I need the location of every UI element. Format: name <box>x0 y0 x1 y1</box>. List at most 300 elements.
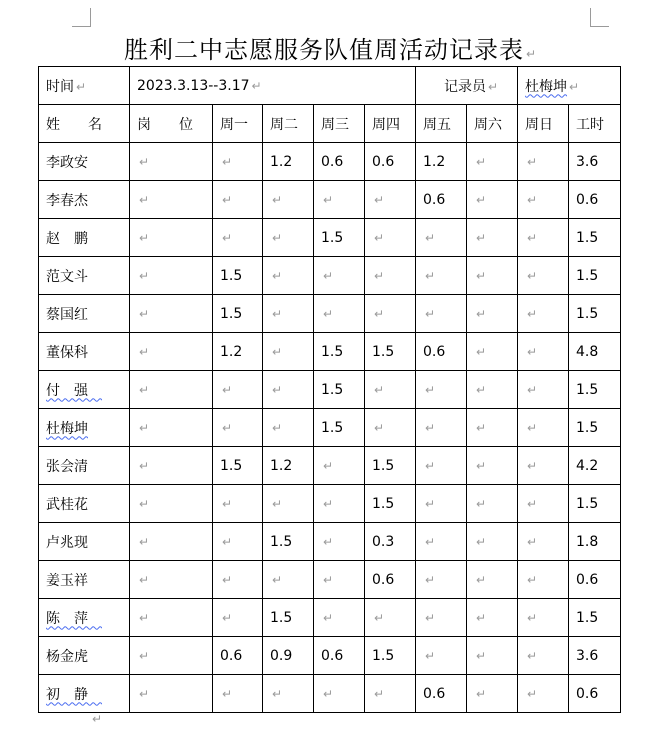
cell-mark: ↵ <box>139 686 150 701</box>
cell-mark: ↵ <box>222 496 233 511</box>
cell-value: 1.5 <box>220 305 243 322</box>
cell-d3[interactable] <box>314 333 365 371</box>
cell-post[interactable] <box>130 143 213 181</box>
cell-d7[interactable] <box>518 523 569 561</box>
cell-d2[interactable] <box>263 675 314 713</box>
cell-d6[interactable] <box>467 561 518 599</box>
cell-value: 0.6 <box>423 343 446 360</box>
cell-mark: ↵ <box>425 382 436 397</box>
cell-d7[interactable] <box>518 447 569 485</box>
cell-d3[interactable] <box>314 295 365 333</box>
cell-d2[interactable] <box>263 447 314 485</box>
column-header-row <box>39 105 621 143</box>
cell-value: 0.6 <box>423 685 446 702</box>
cell-d7[interactable] <box>518 409 569 447</box>
cell-mark: ↵ <box>527 268 538 283</box>
cell-d4[interactable] <box>365 447 416 485</box>
cell-mark: ↵ <box>476 344 487 359</box>
cell-value: 1.5 <box>372 495 395 512</box>
cell-value: 0.6 <box>321 153 344 170</box>
cell-d1[interactable] <box>213 333 263 371</box>
cell-mark: ↵ <box>139 230 150 245</box>
document-title <box>0 30 661 65</box>
cell-mark: ↵ <box>139 534 150 549</box>
cell-value: 1.5 <box>321 381 344 398</box>
cell-value: 1.5 <box>576 305 599 322</box>
cell-mark: ↵ <box>476 306 487 321</box>
table-row <box>39 561 621 599</box>
cell-value: 姜玉祥 <box>46 572 88 589</box>
cell-mark: ↵ <box>323 268 334 283</box>
cell-d7[interactable] <box>518 257 569 295</box>
cell-mark: ↵ <box>323 534 334 549</box>
cell-mark: ↵ <box>527 154 538 169</box>
cell-mark: ↵ <box>139 420 150 435</box>
cell-d3[interactable] <box>314 181 365 219</box>
cell-d2[interactable] <box>263 333 314 371</box>
cell-mark: ↵ <box>374 382 385 397</box>
cell-d7[interactable] <box>518 181 569 219</box>
cell-mark: ↵ <box>476 610 487 625</box>
cell-d2[interactable] <box>263 523 314 561</box>
cell-d5[interactable] <box>416 675 467 713</box>
cell-d5[interactable] <box>416 181 467 219</box>
cell-d3[interactable] <box>314 523 365 561</box>
paragraph-mark: ↵ <box>525 47 538 61</box>
cell-d2[interactable] <box>263 485 314 523</box>
cell-mark: ↵ <box>476 458 487 473</box>
cell-mark: ↵ <box>272 192 283 207</box>
cell-mark: ↵ <box>527 534 538 549</box>
cell-d2[interactable] <box>263 219 314 257</box>
cell-d5[interactable] <box>416 333 467 371</box>
cell-mark: ↵ <box>76 79 87 94</box>
cell-d2[interactable] <box>263 637 314 675</box>
cell-mark: ↵ <box>476 686 487 701</box>
cell-mark: ↵ <box>222 610 233 625</box>
cell-value: 张会清 <box>46 458 88 475</box>
cell-hours[interactable] <box>569 143 621 181</box>
cell-d5[interactable] <box>416 257 467 295</box>
cell-value: 1.5 <box>321 343 344 360</box>
cell-d6[interactable] <box>467 447 518 485</box>
cell-value: 1.5 <box>321 419 344 436</box>
cell-mark: ↵ <box>272 382 283 397</box>
cell-mark: ↵ <box>425 268 436 283</box>
cell-d1[interactable] <box>213 485 263 523</box>
cell-d3[interactable] <box>314 219 365 257</box>
cell-d4[interactable] <box>365 523 416 561</box>
crop-mark-top-left <box>72 8 91 27</box>
cell-value: 1.5 <box>372 647 395 664</box>
cell-mark: ↵ <box>476 420 487 435</box>
cell-d4[interactable] <box>365 257 416 295</box>
cell-d4[interactable] <box>365 675 416 713</box>
column-header-label: 周五 <box>423 116 452 133</box>
cell-d6[interactable] <box>467 333 518 371</box>
cell-d1[interactable] <box>213 181 263 219</box>
cell-d2[interactable] <box>263 295 314 333</box>
cell-d5[interactable] <box>416 561 467 599</box>
cell-mark: ↵ <box>527 610 538 625</box>
cell-value: 1.5 <box>576 609 599 626</box>
cell-hours[interactable] <box>569 181 621 219</box>
cell-d3[interactable] <box>314 675 365 713</box>
cell-mark: ↵ <box>323 572 334 587</box>
cell-hours[interactable] <box>569 675 621 713</box>
cell-value: 李春杰 <box>46 192 88 209</box>
cell-d6[interactable] <box>467 523 518 561</box>
cell-post[interactable] <box>130 447 213 485</box>
cell-value: 范文斗 <box>46 268 88 285</box>
cell-mark: ↵ <box>222 534 233 549</box>
time-label-cell[interactable] <box>39 67 130 105</box>
cell-d2[interactable] <box>263 257 314 295</box>
cell-d3[interactable] <box>314 599 365 637</box>
cell-d6[interactable] <box>467 485 518 523</box>
cell-d7[interactable] <box>518 371 569 409</box>
cell-post[interactable] <box>130 181 213 219</box>
cell-post[interactable] <box>130 523 213 561</box>
cell-d7[interactable] <box>518 561 569 599</box>
table-row <box>39 371 621 409</box>
cell-mark: ↵ <box>323 610 334 625</box>
cell-value: 1.2 <box>270 153 293 170</box>
cell-d3[interactable] <box>314 485 365 523</box>
cell-mark: ↵ <box>374 268 385 283</box>
header-info-row <box>39 67 621 105</box>
cell-hours[interactable] <box>569 447 621 485</box>
cell-post[interactable] <box>130 371 213 409</box>
cell-value: 陈萍 <box>46 610 102 627</box>
cell-value: 1.2 <box>220 343 243 360</box>
cell-post[interactable] <box>130 561 213 599</box>
cell-d1[interactable] <box>213 257 263 295</box>
cell-hours[interactable] <box>569 561 621 599</box>
table-row <box>39 409 621 447</box>
cell-d3[interactable] <box>314 257 365 295</box>
cell-mark: ↵ <box>476 572 487 587</box>
cell-mark: ↵ <box>374 230 385 245</box>
cell-d1[interactable] <box>213 143 263 181</box>
cell-mark: ↵ <box>527 382 538 397</box>
cell-name[interactable] <box>39 637 130 675</box>
table-row <box>39 485 621 523</box>
cell-mark: ↵ <box>425 230 436 245</box>
cell-post[interactable] <box>130 485 213 523</box>
cell-mark: ↵ <box>476 496 487 511</box>
col-mon-header[interactable] <box>213 105 263 143</box>
col-hours-header[interactable] <box>569 105 621 143</box>
cell-d7[interactable] <box>518 295 569 333</box>
cell-post[interactable] <box>130 599 213 637</box>
cell-name[interactable] <box>39 257 130 295</box>
col-fri-header[interactable] <box>416 105 467 143</box>
cell-d3[interactable] <box>314 447 365 485</box>
cell-value: 0.3 <box>372 533 395 550</box>
cell-d4[interactable] <box>365 485 416 523</box>
cell-d1[interactable] <box>213 295 263 333</box>
cell-d4[interactable] <box>365 333 416 371</box>
cell-hours[interactable] <box>569 371 621 409</box>
cell-mark: ↵ <box>222 382 233 397</box>
column-header-label: 周四 <box>372 116 400 133</box>
table-row <box>39 333 621 371</box>
cell-name[interactable] <box>39 409 130 447</box>
cell-d5[interactable] <box>416 371 467 409</box>
cell-mark: ↵ <box>139 344 150 359</box>
cell-hours[interactable] <box>569 295 621 333</box>
cell-mark: ↵ <box>425 496 436 511</box>
cell-d2[interactable] <box>263 143 314 181</box>
col-thu-header[interactable] <box>365 105 416 143</box>
cell-mark: ↵ <box>139 306 150 321</box>
cell-name[interactable] <box>39 333 130 371</box>
cell-d6[interactable] <box>467 219 518 257</box>
cell-d6[interactable] <box>467 181 518 219</box>
cell-mark: ↵ <box>323 496 334 511</box>
cell-value: 0.6 <box>576 685 599 702</box>
cell-name[interactable] <box>39 561 130 599</box>
cell-hours[interactable] <box>569 257 621 295</box>
cell-d2[interactable] <box>263 409 314 447</box>
cell-name[interactable] <box>39 675 130 713</box>
cell-post[interactable] <box>130 333 213 371</box>
cell-name[interactable] <box>39 523 130 561</box>
col-post-header[interactable] <box>130 105 221 143</box>
cell-mark: ↵ <box>527 496 538 511</box>
cell-d7[interactable] <box>518 675 569 713</box>
cell-d5[interactable] <box>416 599 467 637</box>
cell-d7[interactable] <box>518 637 569 675</box>
table-row <box>39 675 621 713</box>
cell-mark: ↵ <box>425 534 436 549</box>
cell-name[interactable] <box>39 295 130 333</box>
cell-value: 卢兆现 <box>46 534 88 551</box>
cell-mark: ↵ <box>527 230 538 245</box>
cell-post[interactable] <box>130 409 213 447</box>
cell-d1[interactable] <box>213 371 263 409</box>
cell-d4[interactable] <box>365 143 416 181</box>
cell-mark: ↵ <box>222 192 233 207</box>
column-header-label: 岗位 <box>137 116 221 133</box>
time-label: 时间 <box>46 78 74 95</box>
cell-mark: ↵ <box>527 192 538 207</box>
cell-d4[interactable] <box>365 181 416 219</box>
cell-d4[interactable] <box>365 561 416 599</box>
col-tue-header[interactable] <box>263 105 314 143</box>
cell-post[interactable] <box>130 637 213 675</box>
cell-d6[interactable] <box>467 675 518 713</box>
cell-value: 1.5 <box>576 419 599 436</box>
cell-mark: ↵ <box>272 572 283 587</box>
table-row <box>39 295 621 333</box>
cell-d7[interactable] <box>518 143 569 181</box>
cell-d7[interactable] <box>518 485 569 523</box>
cell-name[interactable] <box>39 599 130 637</box>
cell-d1[interactable] <box>213 599 263 637</box>
table-row <box>39 143 621 181</box>
cell-d6[interactable] <box>467 409 518 447</box>
cell-hours[interactable] <box>569 333 621 371</box>
cell-d1[interactable] <box>213 675 263 713</box>
cell-d4[interactable] <box>365 295 416 333</box>
cell-d7[interactable] <box>518 219 569 257</box>
cell-value: 蔡国红 <box>46 306 88 323</box>
recorder-name: 杜梅坤 <box>525 78 568 95</box>
cell-d1[interactable] <box>213 409 263 447</box>
table-row <box>39 523 621 561</box>
cell-hours[interactable] <box>569 637 621 675</box>
cell-value: 董保科 <box>46 344 88 361</box>
cell-d1[interactable] <box>213 219 263 257</box>
cell-mark: ↵ <box>476 154 487 169</box>
cell-d5[interactable] <box>416 637 467 675</box>
col-wed-header[interactable] <box>314 105 365 143</box>
cell-value: 0.6 <box>372 571 395 588</box>
cell-d6[interactable] <box>467 295 518 333</box>
table-row <box>39 599 621 637</box>
cell-d6[interactable] <box>467 371 518 409</box>
cell-mark: ↵ <box>272 496 283 511</box>
cell-d1[interactable] <box>213 637 263 675</box>
cell-d6[interactable] <box>467 143 518 181</box>
cell-d3[interactable] <box>314 409 365 447</box>
cell-d1[interactable] <box>213 561 263 599</box>
crop-mark-top-right <box>590 8 609 27</box>
cell-d2[interactable] <box>263 371 314 409</box>
cell-mark: ↵ <box>272 230 283 245</box>
cell-hours[interactable] <box>569 599 621 637</box>
cell-mark: ↵ <box>323 192 334 207</box>
table-row <box>39 447 621 485</box>
cell-d5[interactable] <box>416 523 467 561</box>
cell-value: 初静 <box>46 686 102 703</box>
cell-d3[interactable] <box>314 561 365 599</box>
cell-mark: ↵ <box>527 686 538 701</box>
column-header-label: 姓名 <box>46 116 130 133</box>
cell-hours[interactable] <box>569 523 621 561</box>
recorder-name-cell[interactable] <box>518 67 621 105</box>
cell-value: 赵鹏 <box>46 230 102 247</box>
cell-name[interactable] <box>39 181 130 219</box>
cell-value: 3.6 <box>576 647 599 664</box>
recorder-label: 记录员 <box>444 78 487 95</box>
cell-value: 0.6 <box>576 571 599 588</box>
cell-value: 杜梅坤 <box>46 420 88 437</box>
cell-d4[interactable] <box>365 219 416 257</box>
cell-value: 李政安 <box>46 154 88 171</box>
cell-value: 0.6 <box>220 647 243 664</box>
cell-d1[interactable] <box>213 447 263 485</box>
trailing-paragraph-mark: ↵ <box>92 712 103 726</box>
cell-mark: ↵ <box>425 420 436 435</box>
cell-hours[interactable] <box>569 485 621 523</box>
cell-d3[interactable] <box>314 143 365 181</box>
cell-d5[interactable] <box>416 219 467 257</box>
cell-d3[interactable] <box>314 637 365 675</box>
cell-mark: ↵ <box>527 458 538 473</box>
cell-d4[interactable] <box>365 599 416 637</box>
cell-post[interactable] <box>130 257 213 295</box>
cell-d7[interactable] <box>518 333 569 371</box>
cell-mark: ↵ <box>222 572 233 587</box>
duty-record-table <box>38 66 621 713</box>
cell-mark: ↵ <box>476 192 487 207</box>
cell-mark: ↵ <box>527 344 538 359</box>
cell-d5[interactable] <box>416 143 467 181</box>
cell-value: 1.5 <box>220 267 243 284</box>
col-sat-header[interactable] <box>467 105 518 143</box>
cell-d2[interactable] <box>263 599 314 637</box>
cell-d4[interactable] <box>365 371 416 409</box>
cell-value: 1.5 <box>372 457 395 474</box>
cell-d4[interactable] <box>365 637 416 675</box>
cell-d6[interactable] <box>467 637 518 675</box>
cell-d4[interactable] <box>365 409 416 447</box>
cell-mark: ↵ <box>323 458 334 473</box>
cell-value: 1.2 <box>423 153 446 170</box>
cell-post[interactable] <box>130 219 213 257</box>
column-header-label: 周六 <box>474 116 503 133</box>
cell-d5[interactable] <box>416 485 467 523</box>
cell-d6[interactable] <box>467 599 518 637</box>
cell-d3[interactable] <box>314 371 365 409</box>
cell-mark: ↵ <box>222 686 233 701</box>
cell-value: 0.6 <box>576 191 599 208</box>
date-range: 2023.3.13--3.17 <box>137 77 250 94</box>
cell-hours[interactable] <box>569 409 621 447</box>
date-range-cell[interactable] <box>130 67 416 105</box>
cell-d5[interactable] <box>416 409 467 447</box>
table-row <box>39 637 621 675</box>
cell-d2[interactable] <box>263 561 314 599</box>
cell-d5[interactable] <box>416 447 467 485</box>
cell-value: 1.5 <box>270 533 293 550</box>
recorder-label-cell[interactable] <box>416 67 518 105</box>
cell-name[interactable] <box>39 371 130 409</box>
cell-mark: ↵ <box>527 420 538 435</box>
column-header-label: 工时 <box>576 116 605 133</box>
table-body <box>39 67 621 713</box>
cell-mark: ↵ <box>222 230 233 245</box>
col-name-header[interactable] <box>39 105 130 143</box>
cell-d5[interactable] <box>416 295 467 333</box>
cell-mark: ↵ <box>425 458 436 473</box>
cell-mark: ↵ <box>476 534 487 549</box>
cell-value: 0.6 <box>372 153 395 170</box>
cell-post[interactable] <box>130 295 213 333</box>
cell-d2[interactable] <box>263 181 314 219</box>
cell-name[interactable] <box>39 219 130 257</box>
cell-d1[interactable] <box>213 523 263 561</box>
cell-d7[interactable] <box>518 599 569 637</box>
cell-value: 1.2 <box>270 457 293 474</box>
cell-name[interactable] <box>39 447 130 485</box>
cell-hours[interactable] <box>569 219 621 257</box>
cell-mark: ↵ <box>374 306 385 321</box>
cell-value: 1.5 <box>576 229 599 246</box>
cell-mark: ↵ <box>476 230 487 245</box>
cell-d6[interactable] <box>467 257 518 295</box>
cell-mark: ↵ <box>272 686 283 701</box>
cell-mark: ↵ <box>139 154 150 169</box>
cell-post[interactable] <box>130 675 213 713</box>
cell-name[interactable] <box>39 485 130 523</box>
col-sun-header[interactable] <box>518 105 569 143</box>
cell-value: 0.6 <box>423 191 446 208</box>
cell-name[interactable] <box>39 143 130 181</box>
